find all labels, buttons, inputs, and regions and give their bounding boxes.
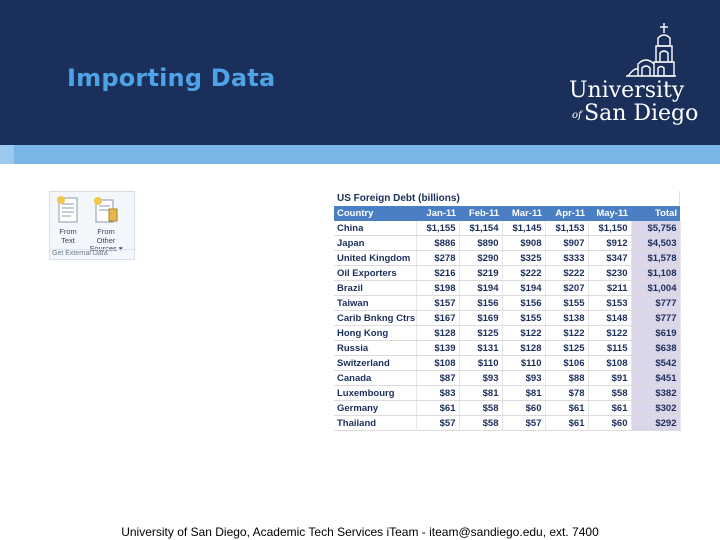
spreadsheet: [334, 191, 680, 431]
value-cell[interactable]: $138: [545, 311, 588, 326]
value-cell[interactable]: $907: [545, 236, 588, 251]
slide-footer: University of San Diego, Academic Tech Services iTeam - iteam@sandiego.edu, ext. 7400: [121, 525, 599, 539]
value-cell[interactable]: $108: [588, 356, 631, 371]
value-cell[interactable]: $194: [459, 281, 502, 296]
from-other-sources-label-2: Sources ▾: [89, 244, 123, 253]
country-cell[interactable]: Switzerland: [334, 356, 416, 371]
value-cell[interactable]: $88: [545, 371, 588, 386]
total-cell[interactable]: $777: [631, 296, 680, 311]
table-row: [334, 326, 680, 341]
column-header[interactable]: Country: [334, 206, 416, 221]
value-cell[interactable]: $128: [416, 326, 459, 341]
value-cell[interactable]: $1,150: [588, 221, 631, 236]
university-logo: [566, 20, 699, 128]
slide-header: [0, 0, 720, 145]
value-cell[interactable]: $333: [545, 251, 588, 266]
value-cell[interactable]: $908: [502, 236, 545, 251]
value-cell[interactable]: $61: [545, 416, 588, 431]
value-cell[interactable]: $153: [588, 296, 631, 311]
total-cell[interactable]: $619: [631, 326, 680, 341]
value-cell[interactable]: $91: [588, 371, 631, 386]
value-cell[interactable]: $157: [416, 296, 459, 311]
table-row: [334, 251, 680, 266]
total-cell[interactable]: $451: [631, 371, 680, 386]
header-stripe-accent: [0, 145, 14, 164]
total-cell[interactable]: $302: [631, 401, 680, 416]
value-cell[interactable]: $83: [416, 386, 459, 401]
country-cell[interactable]: Japan: [334, 236, 416, 251]
value-cell[interactable]: $198: [416, 281, 459, 296]
value-cell[interactable]: $222: [502, 266, 545, 281]
table-row: [334, 266, 680, 281]
value-cell[interactable]: $58: [459, 416, 502, 431]
other-sources-icon: [93, 195, 119, 225]
country-cell[interactable]: Germany: [334, 401, 416, 416]
country-cell[interactable]: Carib Bnkng Ctrs: [334, 311, 416, 326]
value-cell[interactable]: $115: [588, 341, 631, 356]
from-text-label-2: Text: [61, 235, 75, 245]
value-cell[interactable]: $1,145: [502, 221, 545, 236]
value-cell[interactable]: $912: [588, 236, 631, 251]
country-cell[interactable]: Thailand: [334, 416, 416, 431]
value-cell[interactable]: $93: [459, 371, 502, 386]
country-cell[interactable]: United Kingdom: [334, 251, 416, 266]
total-cell[interactable]: $638: [631, 341, 680, 356]
country-cell[interactable]: China: [334, 221, 416, 236]
value-cell[interactable]: $128: [502, 341, 545, 356]
value-cell[interactable]: $122: [502, 326, 545, 341]
value-cell[interactable]: $60: [502, 401, 545, 416]
table-row: [334, 296, 680, 311]
value-cell[interactable]: $194: [502, 281, 545, 296]
value-cell[interactable]: $61: [588, 401, 631, 416]
total-cell[interactable]: $1,578: [631, 251, 680, 266]
country-cell[interactable]: Taiwan: [334, 296, 416, 311]
value-cell[interactable]: $219: [459, 266, 502, 281]
column-header[interactable]: Jan-11: [416, 206, 459, 221]
value-cell[interactable]: $211: [588, 281, 631, 296]
table-row: [334, 386, 680, 401]
value-cell[interactable]: $1,154: [459, 221, 502, 236]
total-cell[interactable]: $777: [631, 311, 680, 326]
country-cell[interactable]: Brazil: [334, 281, 416, 296]
total-cell[interactable]: $1,004: [631, 281, 680, 296]
from-text-button[interactable]: [50, 195, 86, 245]
country-cell[interactable]: Canada: [334, 371, 416, 386]
text-file-icon: [55, 195, 81, 225]
table-row: [334, 311, 680, 326]
value-cell[interactable]: $122: [588, 326, 631, 341]
table-row: [334, 371, 680, 386]
value-cell[interactable]: $125: [459, 326, 502, 341]
value-cell[interactable]: $110: [502, 356, 545, 371]
value-cell[interactable]: $60: [588, 416, 631, 431]
country-cell[interactable]: Russia: [334, 341, 416, 356]
total-cell[interactable]: $1,108: [631, 266, 680, 281]
value-cell[interactable]: $1,153: [545, 221, 588, 236]
total-cell[interactable]: $292: [631, 416, 680, 431]
slide-title: Importing Data: [67, 64, 276, 92]
logo-text-university: University: [569, 78, 685, 103]
value-cell[interactable]: $57: [502, 416, 545, 431]
get-external-data-group: [49, 191, 135, 260]
value-cell[interactable]: $169: [459, 311, 502, 326]
value-cell[interactable]: $81: [459, 386, 502, 401]
value-cell[interactable]: $230: [588, 266, 631, 281]
debt-table: [334, 206, 681, 431]
logo-text-san-diego: San Diego: [584, 101, 699, 126]
from-text-label-1: From: [59, 227, 77, 236]
column-header[interactable]: Mar-11: [502, 206, 545, 221]
header-stripe: [0, 145, 720, 164]
from-other-sources-label-1: From Other: [96, 227, 116, 245]
value-cell[interactable]: $110: [459, 356, 502, 371]
column-header[interactable]: Feb-11: [459, 206, 502, 221]
value-cell[interactable]: $167: [416, 311, 459, 326]
value-cell[interactable]: $87: [416, 371, 459, 386]
value-cell[interactable]: $155: [502, 311, 545, 326]
value-cell[interactable]: $81: [502, 386, 545, 401]
table-header-row: [334, 206, 680, 221]
ribbon-group-label: Get External Data: [50, 249, 136, 257]
table-row: [334, 236, 680, 251]
country-cell[interactable]: Hong Kong: [334, 326, 416, 341]
table-row: [334, 281, 680, 296]
value-cell[interactable]: $108: [416, 356, 459, 371]
country-cell[interactable]: Oil Exporters: [334, 266, 416, 281]
country-cell[interactable]: Luxembourg: [334, 386, 416, 401]
value-cell[interactable]: $278: [416, 251, 459, 266]
value-cell[interactable]: $148: [588, 311, 631, 326]
value-cell[interactable]: $106: [545, 356, 588, 371]
value-cell[interactable]: $58: [588, 386, 631, 401]
value-cell[interactable]: $131: [459, 341, 502, 356]
value-cell[interactable]: $207: [545, 281, 588, 296]
value-cell[interactable]: $156: [459, 296, 502, 311]
total-cell[interactable]: $382: [631, 386, 680, 401]
value-cell[interactable]: $886: [416, 236, 459, 251]
value-cell[interactable]: $1,155: [416, 221, 459, 236]
value-cell[interactable]: $890: [459, 236, 502, 251]
value-cell[interactable]: $78: [545, 386, 588, 401]
table-row: [334, 221, 680, 236]
value-cell[interactable]: $325: [502, 251, 545, 266]
value-cell[interactable]: $347: [588, 251, 631, 266]
value-cell[interactable]: $58: [459, 401, 502, 416]
column-header[interactable]: Total: [631, 206, 680, 221]
table-row: [334, 401, 680, 416]
value-cell[interactable]: $93: [502, 371, 545, 386]
value-cell[interactable]: $216: [416, 266, 459, 281]
value-cell[interactable]: $61: [545, 401, 588, 416]
value-cell[interactable]: $156: [502, 296, 545, 311]
value-cell[interactable]: $57: [416, 416, 459, 431]
total-cell[interactable]: $542: [631, 356, 680, 371]
column-header[interactable]: May-11: [588, 206, 631, 221]
value-cell[interactable]: $139: [416, 341, 459, 356]
value-cell[interactable]: $155: [545, 296, 588, 311]
value-cell[interactable]: $290: [459, 251, 502, 266]
value-cell[interactable]: $122: [545, 326, 588, 341]
value-cell[interactable]: $125: [545, 341, 588, 356]
from-other-sources-button[interactable]: [88, 195, 124, 254]
total-cell[interactable]: $5,756: [631, 221, 680, 236]
total-cell[interactable]: $4,503: [631, 236, 680, 251]
column-header[interactable]: Apr-11: [545, 206, 588, 221]
sheet-title[interactable]: US Foreign Debt (billions): [334, 191, 680, 206]
table-row: [334, 341, 680, 356]
table-row: [334, 356, 680, 371]
table-row: [334, 416, 680, 431]
value-cell[interactable]: $61: [416, 401, 459, 416]
value-cell[interactable]: $222: [545, 266, 588, 281]
logo-text-of: of: [572, 110, 582, 121]
